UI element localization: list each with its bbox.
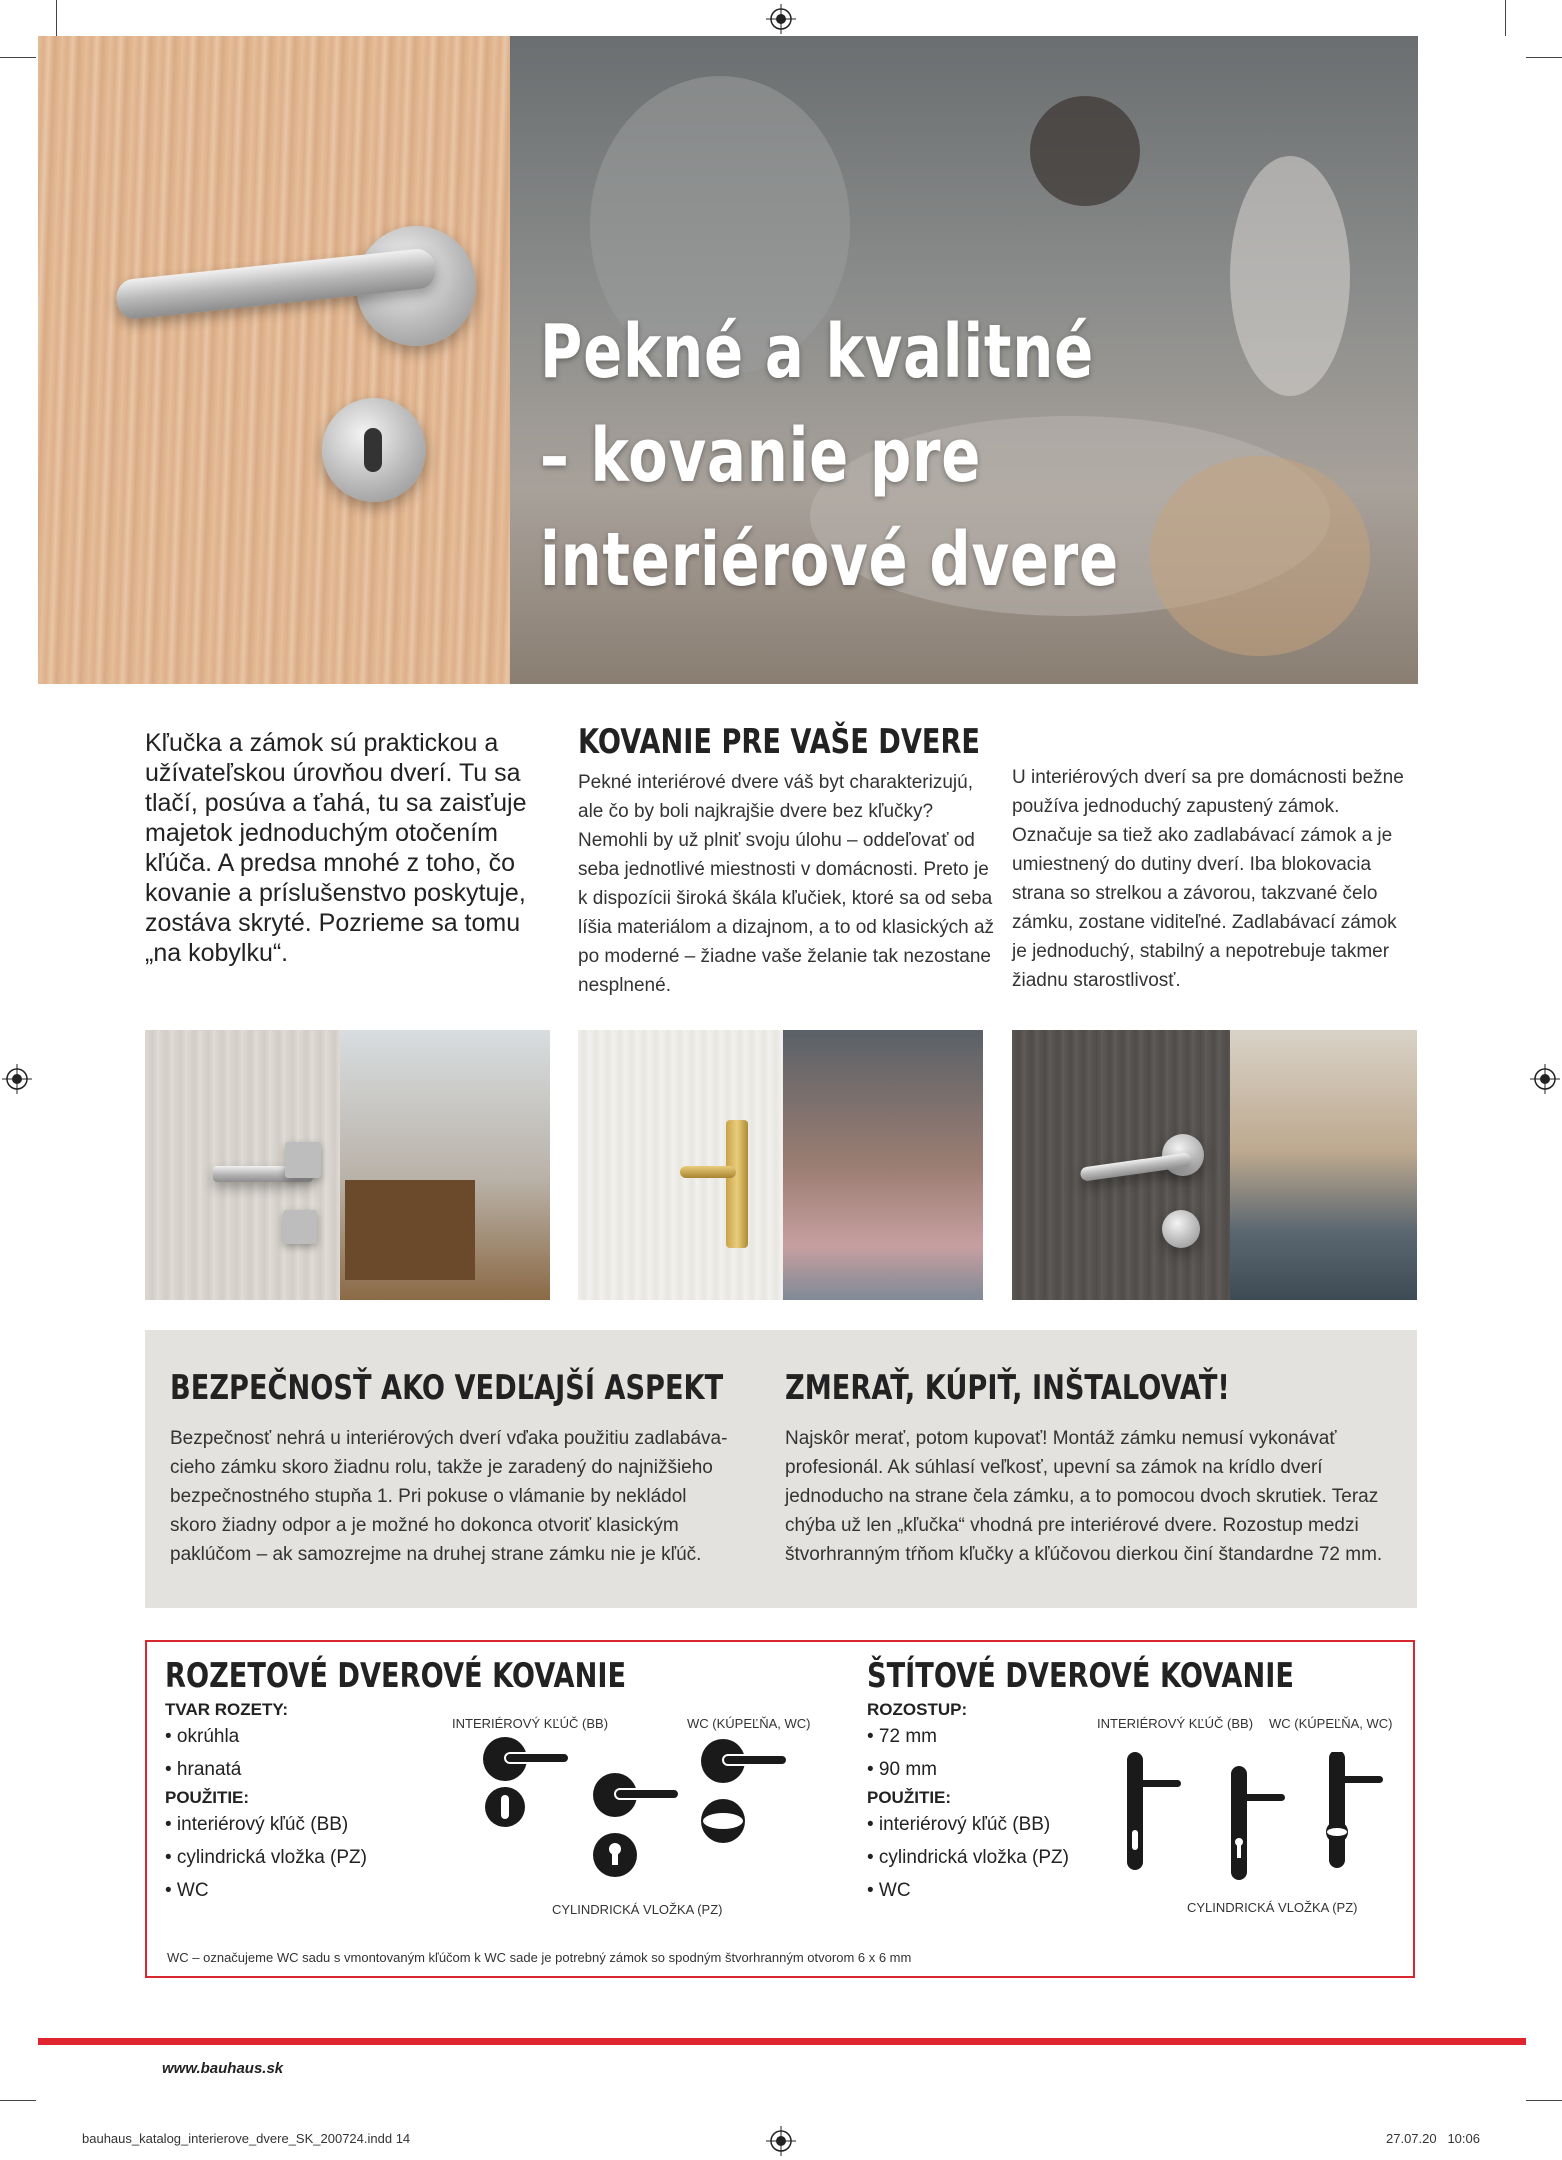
- page-title: [540, 300, 1164, 612]
- list-item: • interiérový kľúč (BB): [165, 1814, 349, 1835]
- plate-spacing-label: ROZOSTUP:: [867, 1700, 968, 1719]
- registration-mark-icon: [766, 2126, 796, 2156]
- registration-mark-icon: [2, 1064, 32, 1094]
- list-item: • WC: [165, 1880, 209, 1901]
- fittings-text-col2: U interiérových dverí sa pre domácnosti bežne používa jednoduchý zapustený zámok. Označuje sa tiež ako zadlabávací zámok a je umiestnený do dutiny dverí. Iba blokovacia strana so strelkou a závorou, takzvané čelo zámku, zostane viditeľné. Zadlabávací zámok je jednoduchý, stabilný a nepotrebuje takmer žiadnu starostlivosť.: [1012, 767, 1404, 991]
- photo-dark-door-round-rosette: [1012, 1030, 1417, 1300]
- measure-section: [785, 1368, 1395, 1569]
- photo-square-rosette-handle: [145, 1030, 550, 1300]
- security-text: Bezpečnosť nehrá u interiérových dverí vďaka použitiu zadlabáva-cieho zámku skoro žiadnu rolu, takže je zaradený do najnižšieho bezpečnostného stupňa 1. Pri pokuse o vlámanie by nekládol skoro žiadny odpor a je možné ho dokonca otvoriť klasickým paklúčom – ak samozrejme na druhej strane zámku nie je kľúč.: [170, 1428, 728, 1565]
- crop-mark: [1526, 2100, 1562, 2101]
- measure-text: Najskôr merať, potom kupovať! Montáž zámku nemusí vykonávať profesionál. Ak súhlasí veľkosť, upevní sa zámok na krídlo dverí jednoducho na strane čela zámku, a to pomocou dvoch skrutiek. Teraz chýba už len „kľučka“ vhodná pre interiérové dvere. Rozostup medzi štvorhranným tŕňom kľučky a kľúčovou dierkou činí štandardne 72 mm.: [785, 1428, 1383, 1565]
- diagram-label: INTERIÉROVÝ KĽÚČ (BB): [452, 1716, 609, 1731]
- list-item: • hranatá: [165, 1759, 242, 1780]
- rosette-shape-label: TVAR ROZETY:: [165, 1700, 289, 1719]
- registration-mark-icon: [766, 4, 796, 34]
- footer-divider: [38, 2038, 1526, 2045]
- list-item: • 90 mm: [867, 1759, 937, 1780]
- file-slug: bauhaus_katalog_interierove_dvere_SK_200724.indd 14: [82, 2131, 411, 2146]
- list-item: • okrúhla: [165, 1726, 240, 1747]
- list-item: • WC: [867, 1880, 911, 1901]
- intro-text: Kľučka a zámok sú praktickou a užívateľskou úrovňou dverí. Tu sa tlačí, posúva a ťahá, tu sa zaisťuje majetok jednoduchým otočením kľúča. A predsa mnohé z toho, čo kovanie a príslušenstvo poskytuje, zostáva skryté. Pozrieme sa tomu „na kobylku“.: [145, 729, 527, 967]
- website-link[interactable]: www.bauhaus.sk: [162, 2060, 284, 2077]
- title-line: interiérové dvere: [540, 517, 1119, 603]
- plate-section: [867, 1656, 1294, 1907]
- list-item: • 72 mm: [867, 1726, 937, 1747]
- section-heading: KOVANIE PRE VAŠE DVERE: [578, 722, 980, 762]
- list-item: • cylindrická vložka (PZ): [165, 1847, 367, 1868]
- crop-mark: [0, 2100, 36, 2101]
- diagram-label: CYLINDRICKÁ VLOŽKA (PZ): [1187, 1900, 1358, 1915]
- section-heading: ŠTÍTOVÉ DVEROVÉ KOVANIE: [867, 1656, 1294, 1696]
- section-heading: BEZPEČNOSŤ AKO VEDĽAJŠÍ ASPEKT: [170, 1368, 724, 1408]
- diagram-label: CYLINDRICKÁ VLOŽKA (PZ): [552, 1902, 723, 1917]
- fittings-types-box: [145, 1640, 1415, 1978]
- plate-diagram-icon: [1127, 1752, 1387, 1882]
- rosette-section: [165, 1656, 627, 1907]
- diagram-label: WC (KÚPEĽŇA, WC): [1269, 1716, 1393, 1731]
- door-wood-panel: [38, 36, 510, 684]
- print-date: 27.07.20 10:06: [1386, 2131, 1480, 2146]
- section-heading: ROZETOVÉ DVEROVÉ KOVANIE: [165, 1656, 627, 1696]
- crop-mark: [56, 0, 57, 36]
- photo-plate-handle-brass: [578, 1030, 983, 1300]
- registration-mark-icon: [1530, 1064, 1560, 1094]
- info-box: [145, 1330, 1417, 1608]
- crop-mark: [1505, 0, 1506, 36]
- rosette-diagram-icon: [467, 1737, 787, 1887]
- section-heading: ZMERAŤ, KÚPIŤ, INŠTALOVAŤ!: [785, 1368, 1230, 1408]
- plate-use-label: POUŽITIE:: [867, 1788, 952, 1807]
- diagram-label: WC (KÚPEĽŇA, WC): [687, 1716, 811, 1731]
- crop-mark: [1526, 57, 1562, 58]
- title-line: Pekné a kvalitné: [540, 309, 1095, 395]
- fittings-section: [578, 722, 998, 1000]
- rosette-use-label: POUŽITIE:: [165, 1788, 250, 1807]
- keyhole-escutcheon: [322, 398, 426, 502]
- fittings-text-col1: Pekné interiérové dvere váš byt charakterizujú, ale čo by boli najkrajšie dvere bez kľučky? Nemohli by už plniť svoju úlohu – oddeľovať od seba jednotlivé miestnosti v domácnosti. Preto je k dispozícii široká škála kľučiek, ktoré sa od seba líšia materiálom a dizajnom, a to od klasických až po moderné – žiadne vaše želanie tak nezostane nesplnené.: [578, 772, 995, 996]
- diagram-label: INTERIÉROVÝ KĽÚČ (BB): [1097, 1716, 1254, 1731]
- security-section: [170, 1368, 730, 1569]
- list-item: • interiérový kľúč (BB): [867, 1814, 1051, 1835]
- footnote: WC – označujeme WC sadu s vmontovaným kľúčom k WC sade je potrebný zámok so spodným štvorhranným otvorom 6 x 6 mm: [167, 1950, 912, 1965]
- list-item: • cylindrická vložka (PZ): [867, 1847, 1069, 1868]
- crop-mark: [0, 57, 36, 58]
- title-line: – kovanie pre: [540, 413, 982, 499]
